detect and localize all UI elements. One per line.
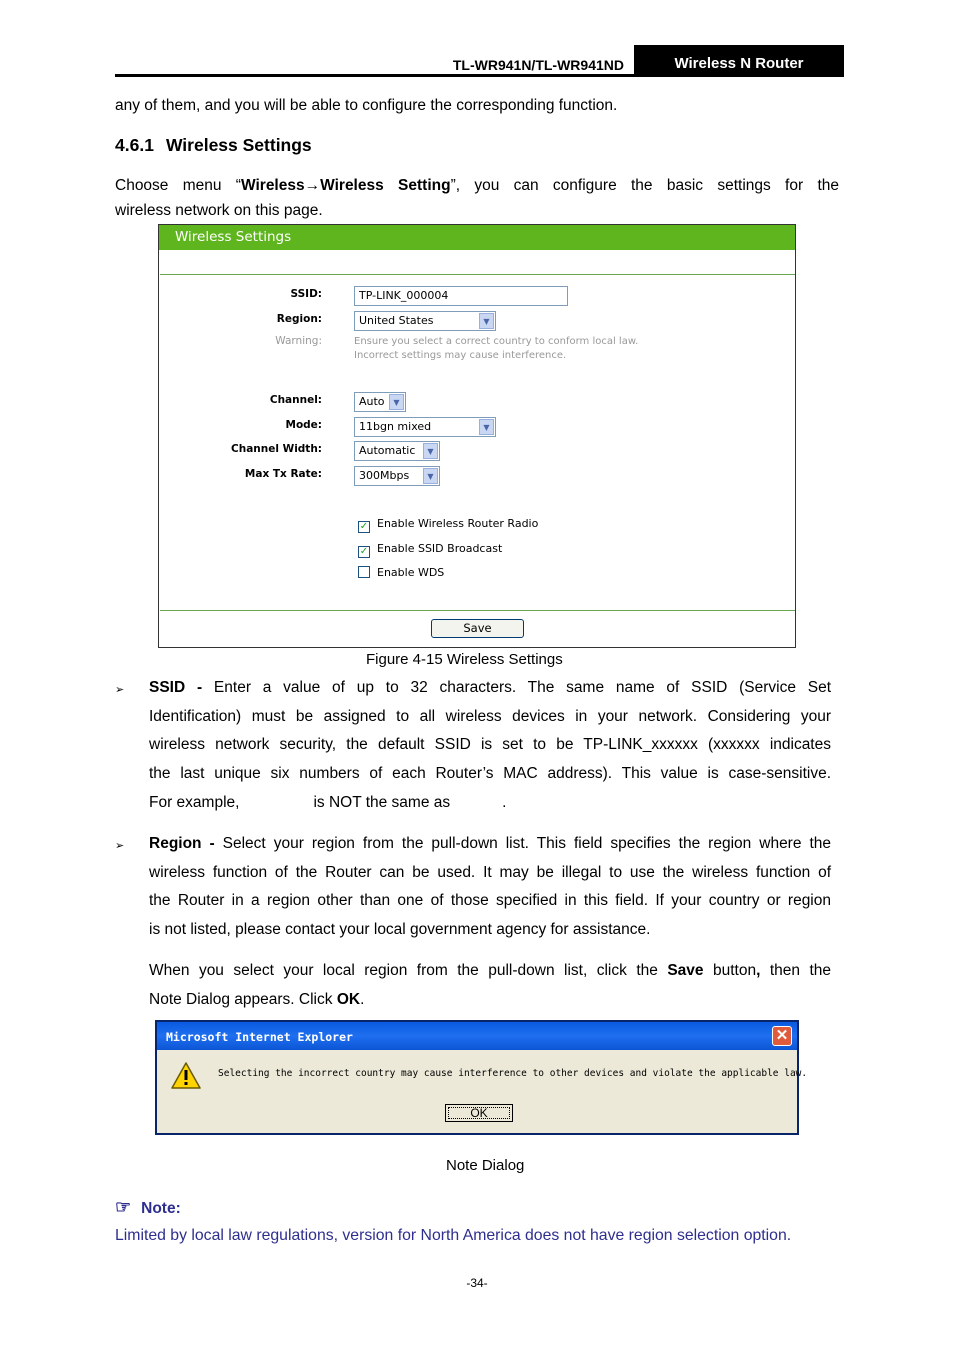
channel-select[interactable] (354, 392, 406, 412)
chevron-down-icon[interactable]: ▼ (389, 394, 404, 410)
region-term: Region - (149, 835, 215, 852)
dialog-title-bar (157, 1022, 797, 1050)
chevron-down-icon[interactable]: ▼ (423, 468, 438, 484)
channel-value: Auto (359, 395, 385, 408)
enable-wds-checkbox[interactable] (358, 566, 370, 578)
max-tx-rate-label: Max Tx Rate: (244, 468, 322, 480)
close-icon[interactable]: ✕ (772, 1026, 792, 1046)
region-paragraph (149, 830, 831, 945)
enable-ssid-broadcast-option[interactable] (358, 542, 502, 558)
enable-wds-label: Enable WDS (377, 566, 445, 579)
channel-width-value: Automatic (359, 444, 416, 457)
ssid-period: . (502, 793, 507, 811)
warning-label: Warning: (275, 335, 322, 347)
header-product-box: Wireless N Router (634, 45, 844, 77)
note-label: Note: (141, 1200, 181, 1217)
save-button[interactable]: Save (431, 619, 524, 638)
mode-value: 11bgn mixed (359, 420, 432, 433)
header-model: TL-WR941N/TL-WR941ND (452, 57, 624, 73)
enable-radio-checkbox[interactable]: ✓ (359, 521, 369, 532)
ssid-line-4: the last unique six numbers of each Router’s MAC address). This value is case-sensitive. (149, 765, 831, 783)
region-value: United States (359, 314, 434, 327)
bullet-icon: ➢ (115, 840, 125, 852)
dialog-message: Selecting the incorrect country may cause interference to other devices and violate the applicable law. (218, 1068, 808, 1079)
choose-line-1 (115, 173, 839, 198)
choose-text-end: ”, you can configure the basic settings for the (450, 177, 839, 194)
max-tx-rate-value: 300Mbps (359, 469, 410, 482)
enable-ssid-broadcast-label: Enable SSID Broadcast (377, 542, 503, 555)
enable-ssid-broadcast-checkbox[interactable]: ✓ (359, 546, 369, 557)
bullet-icon: ➢ (115, 684, 125, 696)
chevron-down-icon[interactable]: ▼ (423, 443, 438, 459)
page-header (115, 44, 844, 77)
warning-line-2: Incorrect settings may cause interference. (354, 350, 567, 361)
max-tx-rate-select[interactable] (354, 466, 440, 486)
mode-label: Mode: (285, 419, 322, 431)
region-line-3: the Router in a region other than one of those specified in this field. If your country or region (149, 892, 831, 910)
pointing-hand-icon: ☞ (115, 1197, 132, 1217)
select-line-2 (149, 986, 831, 1015)
select-text-1: When you select your local region from the pull-down list, click the (149, 962, 668, 979)
enable-wds-option[interactable] (358, 566, 444, 579)
region-label: Region: (276, 313, 322, 325)
ssid-line-2: Identification) must be assigned to all wireless devices in your network. Considering your (149, 707, 831, 725)
ssid-paragraph (149, 674, 831, 818)
ssid-not-same-text: is NOT the same as (313, 793, 451, 811)
ssid-example-text: For example, (149, 793, 240, 811)
ssid-term: SSID - (149, 679, 203, 696)
select-period: . (360, 990, 365, 1008)
channel-width-select[interactable] (354, 441, 440, 461)
dialog-caption: Note Dialog (446, 1157, 525, 1174)
intro-text: any of them, and you will be able to configure the corresponding function. (115, 97, 618, 114)
section-number: 4.6.1 (115, 135, 154, 155)
note-heading (115, 1197, 181, 1218)
ssid-line-5 (149, 789, 831, 818)
ssid-line-1 (149, 674, 831, 703)
choose-line-2: wireless network on this page. (115, 202, 323, 219)
menu-wireless-setting: Wireless Setting (320, 177, 451, 194)
region-select[interactable] (354, 311, 496, 331)
choose-text: Choose menu “ (115, 177, 241, 194)
ok-term: OK (336, 990, 361, 1008)
select-comma: , (756, 962, 761, 979)
channel-width-label: Channel Width: (231, 443, 322, 455)
section-heading (115, 135, 324, 156)
region-line-4: is not listed, please contact your local government agency for assistance. (149, 921, 651, 939)
note-text: Limited by local law regulations, version for North America does not have region selection option. (115, 1227, 792, 1244)
select-line-1 (149, 957, 831, 986)
chevron-down-icon[interactable]: ▼ (479, 313, 494, 329)
ssid-text-1: Enter a value of up to 32 characters. The same name of SSID (Service Set (202, 679, 832, 696)
panel-divider-top (160, 274, 795, 275)
ok-button[interactable]: OK (445, 1104, 513, 1122)
enable-radio-option[interactable] (358, 517, 538, 533)
region-line-1 (149, 830, 831, 859)
warning-icon (171, 1062, 201, 1090)
ssid-label: SSID: (290, 288, 322, 300)
select-text-2: button (703, 962, 757, 979)
figure-caption: Figure 4-15 Wireless Settings (366, 651, 563, 668)
select-text-3: then the (760, 962, 832, 979)
ssid-input[interactable]: TP-LINK_000004 (354, 286, 568, 306)
mode-select[interactable] (354, 417, 496, 437)
enable-radio-label: Enable Wireless Router Radio (377, 517, 539, 530)
page-number: -34- (466, 1276, 488, 1290)
section-title: Wireless Settings (165, 135, 312, 155)
warning-line-1: Ensure you select a correct country to conform local law. (354, 336, 639, 347)
select-paragraph (149, 957, 831, 1014)
ie-dialog (155, 1020, 808, 1135)
dialog-title: Microsoft Internet Explorer (166, 1030, 353, 1044)
region-line-2: wireless function of the Router can be used. It may be illegal to use the wireless function of (149, 863, 831, 881)
wireless-settings-panel (158, 224, 796, 648)
panel-title-bar: Wireless Settings (159, 225, 795, 250)
panel-divider-bottom (160, 610, 795, 611)
ssid-line-3: wireless network security, the default SSID is set to be TP-LINK_xxxxxx (xxxxxx indicates (149, 736, 831, 754)
region-text-1: Select your region from the pull-down list. This field specifies the region where the (214, 835, 831, 852)
menu-arrow-icon: → (304, 177, 321, 194)
save-term: Save (667, 962, 704, 979)
channel-label: Channel: (269, 394, 322, 406)
chevron-down-icon[interactable]: ▼ (479, 419, 494, 435)
warning-text (354, 335, 638, 363)
select-text-4: Note Dialog appears. Click (149, 990, 337, 1008)
menu-wireless: Wireless (240, 177, 305, 194)
header-rule (115, 74, 844, 77)
